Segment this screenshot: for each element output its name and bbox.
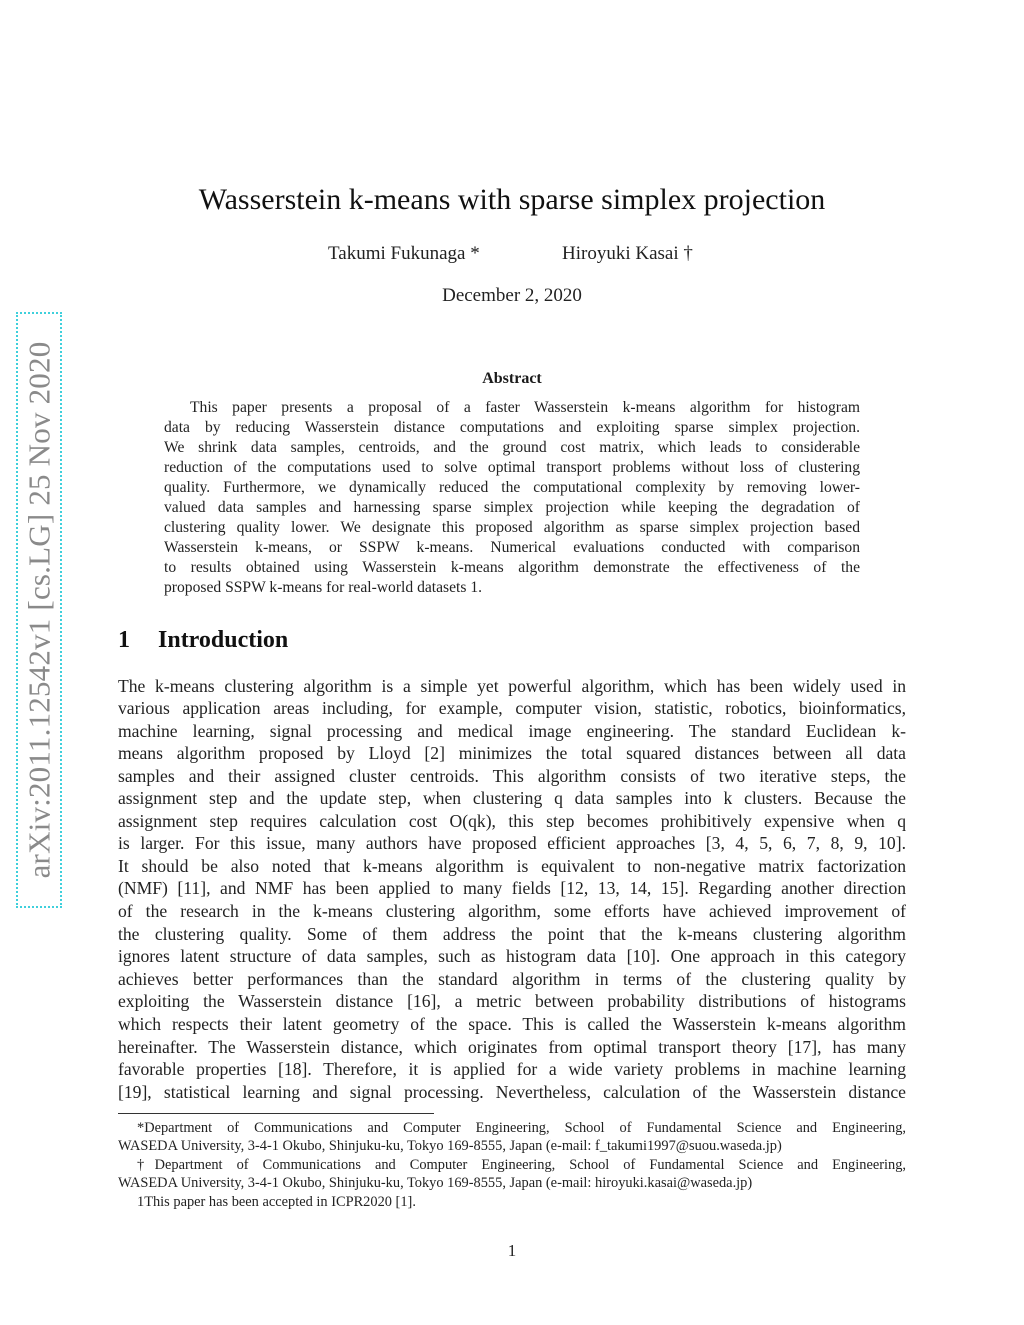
abstract-line: We shrink data samples, centroids, and the ground cost matrix, which leads to considerable	[164, 439, 860, 456]
page-number: 1	[507, 1241, 517, 1260]
body-line: of the research in the k-means clustering algorithm, some efforts have achieved improvement of	[118, 901, 906, 921]
abstract-line: Wasserstein k-means, or SSPW k-means. Numerical evaluations conducted with comparison	[164, 539, 860, 556]
footnote-line: WASEDA University, 3-4-1 Okubo, Shinjuku-ku, Tokyo 169-8555, Japan (e-mail: f_takumi1997@suou.waseda.jp)	[118, 1138, 782, 1154]
body-line: assignment step and the update step, when clustering q data samples into k clusters. Because the	[118, 788, 906, 808]
abstract-line: clustering quality lower. We designate this proposed algorithm as sparse simplex projection based	[164, 519, 860, 536]
author-1: Takumi Fukunaga *	[328, 243, 480, 264]
section-heading	[118, 627, 288, 654]
abstract-line: to results obtained using Wasserstein k-means algorithm demonstrate the effectiveness of the	[164, 559, 860, 576]
body-line: ignores latent structure of data samples, such as histogram data [10]. One approach in this category	[118, 946, 906, 966]
body-line: favorable properties [18]. Therefore, it is applied for a wide variety problems in machine learning	[118, 1059, 906, 1079]
abstract-line: quality. Furthermore, we dynamically reduced the computational complexity by removing lower-	[164, 479, 860, 496]
section-title: Introduction	[158, 627, 289, 653]
body-line: various application areas including, for example, computer vision, statistic, robotics, bioinformatics,	[118, 698, 906, 718]
body-line: (NMF) [11], and NMF has been applied to many fields [12, 13, 14, 15]. Regarding another direction	[118, 878, 906, 898]
body-line: The k-means clustering algorithm is a simple yet powerful algorithm, which has been widely used in	[118, 676, 906, 696]
body-line: means algorithm proposed by Lloyd [2] minimizes the total squared distances between all data	[118, 743, 906, 763]
body-line: machine learning, signal processing and medical image engineering. The standard Euclidean k-	[118, 721, 906, 741]
body-line: samples and their assigned cluster centroids. This algorithm consists of two iterative steps, the	[118, 766, 906, 786]
paper-title: Wasserstein k-means with sparse simplex projection	[198, 183, 826, 216]
body-line: It should be also noted that k-means algorithm is equivalent to non-negative matrix factorization	[118, 856, 906, 876]
footnote-line: *Department of Communications and Computer Engineering, School of Fundamental Science and Engineering,	[137, 1120, 906, 1136]
body-line: the clustering quality. Some of them address the point that the k-means clustering algorithm	[118, 924, 906, 944]
body-line: exploiting the Wasserstein distance [16], a metric between probability distributions of histograms	[118, 991, 906, 1011]
body-line: achieves better performances than the standard algorithm in terms of the clustering quality by	[118, 969, 906, 989]
arxiv-stamp	[16, 312, 62, 908]
abstract-line: reduction of the computations used to solve optimal transport problems without loss of clustering	[164, 459, 860, 476]
abstract-heading: Abstract	[482, 370, 542, 387]
author-2: Hiroyuki Kasai †	[562, 243, 693, 264]
body-line: which respects their latent geometry of the space. This is called the Wasserstein k-means algorithm	[118, 1014, 906, 1034]
body-line: is larger. For this issue, many authors have proposed efficient approaches [3, 4, 5, 6, 7, 8, 9, 10].	[118, 833, 906, 853]
abstract-line: proposed SSPW k-means for real-world datasets 1.	[164, 579, 483, 596]
section-number: 1	[118, 627, 130, 653]
arxiv-stamp-text: arXiv:2011.12542v1 [cs.LG] 25 Nov 2020	[21, 341, 57, 879]
abstract-line: data by reducing Wasserstein distance computations and exploiting sparse simplex projection.	[164, 419, 860, 436]
body-line: hereinafter. The Wasserstein distance, which originates from optimal transport theory [17], has many	[118, 1037, 906, 1057]
abstract-line: valued data samples and harnessing sparse simplex projection while keeping the degradation of	[164, 499, 860, 516]
footnote-rule	[118, 1113, 434, 1114]
abstract-line: This paper presents a proposal of a faster Wasserstein k-means algorithm for histogram	[190, 399, 860, 416]
footnote-line: †Department of Communications and Computer Engineering, School of Fundamental Science and Engineering,	[137, 1157, 906, 1173]
body-line: [19], statistical learning and signal processing. Nevertheless, calculation of the Wasserstein distance	[118, 1082, 906, 1102]
body-line: assignment step requires calculation cost O(qk), this step becomes prohibitively expensive when q	[118, 811, 906, 831]
paper-date: December 2, 2020	[442, 285, 582, 306]
footnote-line: 1This paper has been accepted in ICPR2020 [1].	[137, 1194, 416, 1210]
footnote-line: WASEDA University, 3-4-1 Okubo, Shinjuku-ku, Tokyo 169-8555, Japan (e-mail: hiroyuki.kasai@waseda.jp)	[118, 1175, 753, 1191]
